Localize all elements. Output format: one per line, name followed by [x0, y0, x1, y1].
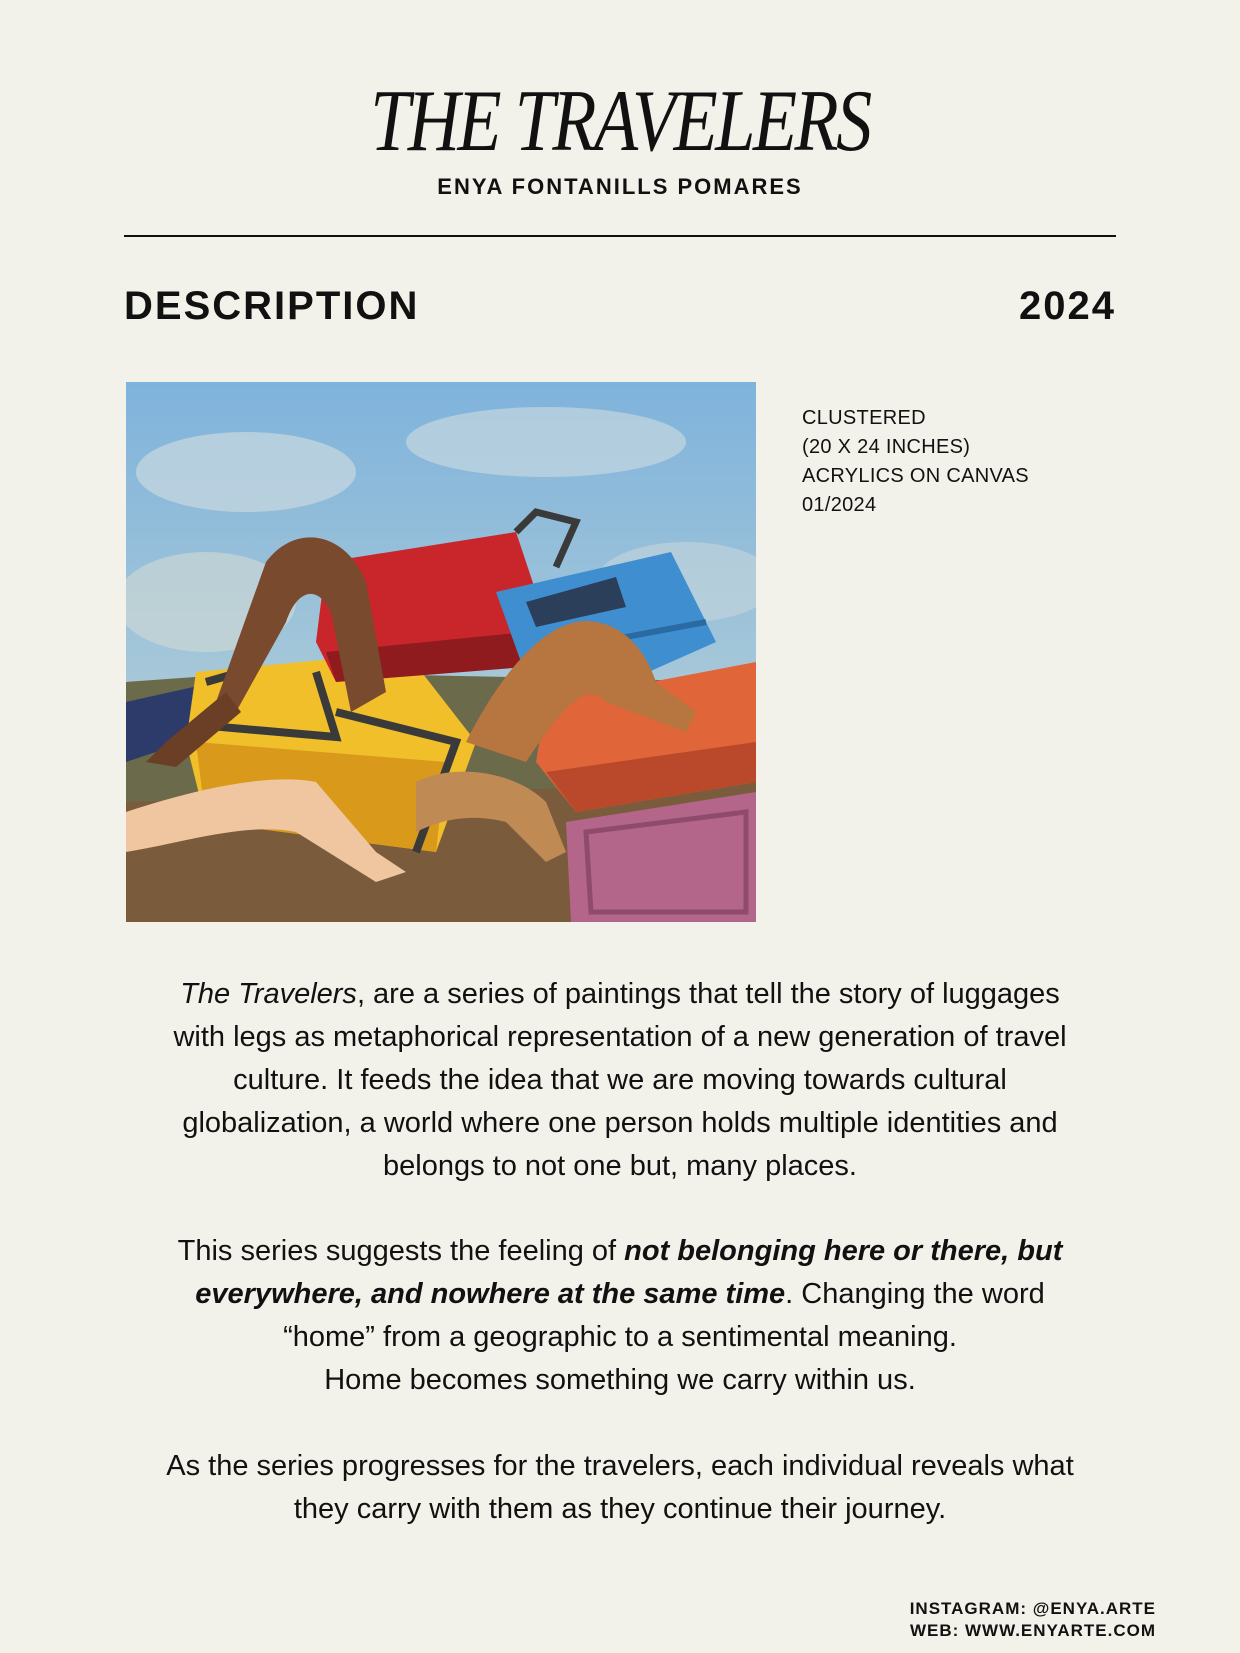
text-line: they carry with them as they continue their journey.	[293, 1493, 947, 1525]
text-line: “home” from a geographic to a sentimental meaning.	[283, 1321, 957, 1353]
painting-image	[126, 382, 756, 922]
text-run: . Changing the word	[785, 1278, 1045, 1310]
section-heading: DESCRIPTION	[124, 284, 420, 328]
text-line: belongs to not one but, many places.	[383, 1150, 857, 1182]
text-run: , are a series of paintings that tell the story of luggages	[356, 978, 1060, 1010]
text-line: As the series progresses for the travelers, each individual reveals what	[166, 1450, 1074, 1482]
text-run: This series suggests the feeling of	[177, 1235, 625, 1267]
text-line	[124, 1273, 1116, 1316]
artwork-specs	[802, 404, 1029, 520]
website-url: WEB: WWW.ENYARTE.COM	[909, 1621, 1156, 1640]
description-paragraph-3	[124, 1445, 1116, 1531]
series-title-italic: The Travelers	[180, 978, 357, 1010]
text-line: Home becomes something we carry within us.	[324, 1364, 916, 1396]
artwork-medium: ACRYLICS ON CANVAS	[802, 465, 1029, 487]
contact-footer	[910, 1598, 1156, 1642]
text-line: culture. It feeds the idea that we are moving towards cultural	[233, 1064, 1007, 1096]
section-year: 2024	[1019, 284, 1116, 328]
artwork-date: 01/2024	[802, 494, 877, 516]
text-line	[124, 973, 1116, 1016]
artist-name: ENYA FONTANILLS POMARES	[437, 174, 803, 199]
text-line: globalization, a world where one person holds multiple identities and	[182, 1107, 1058, 1139]
text-line: with legs as metaphorical representation of a new generation of travel	[173, 1021, 1067, 1053]
description-paragraph-1	[124, 973, 1116, 1188]
text-line	[124, 1230, 1116, 1273]
artwork-dimensions: (20 X 24 INCHES)	[802, 436, 971, 458]
page-title: THE TRAVELERS	[370, 73, 870, 170]
emphasis-text: not belonging here or there, but	[624, 1235, 1063, 1267]
artwork-name: CLUSTERED	[802, 407, 926, 429]
emphasis-text: everywhere, and nowhere at the same time	[195, 1278, 786, 1310]
painting-of-luggage-with-legs-icon	[126, 382, 756, 922]
description-paragraph-2	[124, 1230, 1116, 1402]
instagram-handle: INSTAGRAM: @ENYA.ARTE	[909, 1599, 1156, 1618]
header-divider	[124, 235, 1116, 237]
